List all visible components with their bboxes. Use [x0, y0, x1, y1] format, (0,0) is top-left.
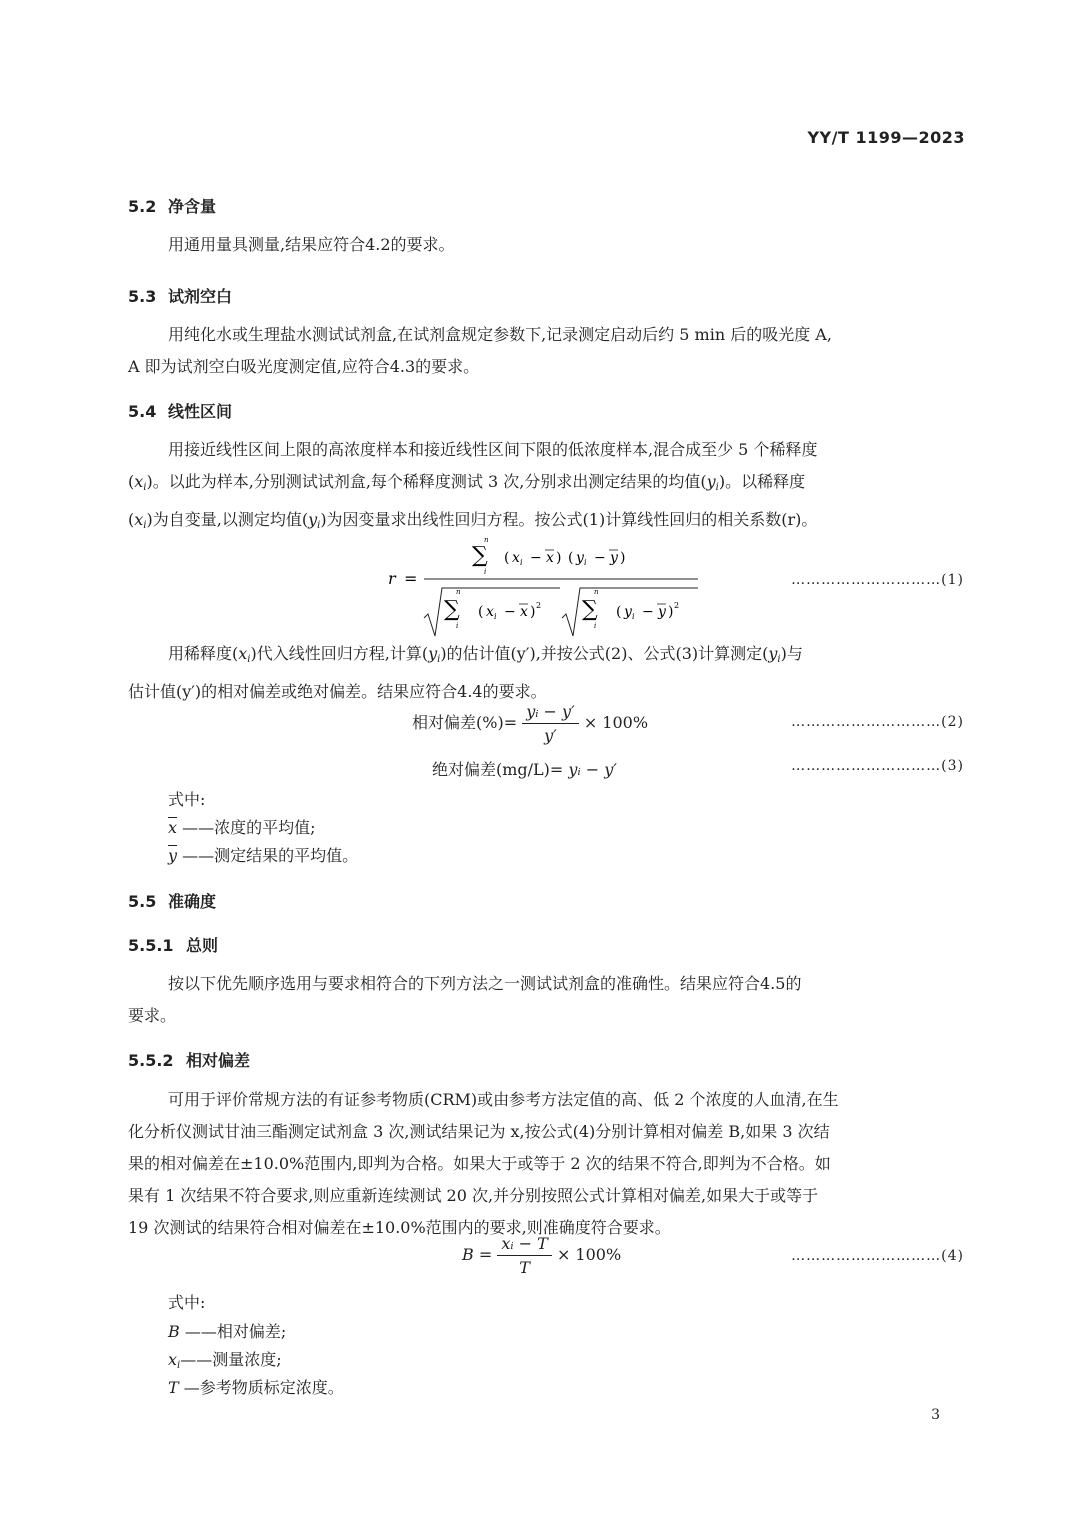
svg-text:i: i [456, 622, 459, 630]
para-line: 果的相对偏差在±10.0%范围内,即判为合格。如果大于或等于 2 次的结果不符合,即判为不合格。如 [128, 1154, 831, 1173]
heading-5-5-2 [128, 1048, 250, 1071]
equation-3-label: …………………………(3) [791, 758, 964, 774]
svg-text:i: i [494, 612, 497, 621]
paren: ( [128, 472, 135, 491]
heading-5-4 [128, 399, 232, 422]
para-text: 用通用量具测量,结果应符合4.2的要求。 [168, 235, 455, 254]
equation-1-label: …………………………(1) [791, 572, 964, 588]
equation-3 [432, 757, 617, 780]
svg-text:=: = [404, 569, 418, 588]
eq-number: (1) [941, 572, 964, 588]
para-line: A 即为试剂空白吸光度测定值,应符合4.3的要求。 [128, 357, 480, 376]
para-5-4: 用接近线性区间上限的高浓度样本和接近线性区间下限的低浓度样本,混合成至少 5 个稀释度 $(x_i)$。以此为样本,分别测试试剂盒,每个稀释度测试 3 次,分别求出测定结果的均值$(y_i)$。以稀释度 $(x_i)$为自变量,以测定均值$(y_i)$为因变量求出线性回归方程。按公式(1)计算线性回归的相关系数(r)。 [128, 440, 818, 531]
definition-xi: $x_i——$测量浓度; [168, 1350, 282, 1371]
section-title: 净含量 [168, 197, 217, 216]
definition-x-bar: $\overline{x}$ ——浓度的平均值; [168, 818, 316, 837]
section-number: 5.2 [128, 197, 157, 216]
section-number: 5.5.1 [128, 936, 174, 955]
svg-text:y: y [576, 550, 584, 566]
para-line: 19 次测试的结果符合相对偏差在±10.0%范围内的要求,则准确度符合要求。 [128, 1218, 671, 1237]
section-title: 线性区间 [168, 402, 233, 421]
eq-lhs: B = [462, 1245, 493, 1264]
definition-text: —参考物质标定浓度。 [183, 1378, 344, 1397]
definition-B: B ——相对偏差; [168, 1322, 287, 1341]
para-5-2 [128, 229, 964, 261]
fraction [522, 702, 579, 745]
eq-number: (3) [941, 758, 964, 774]
numerator: yᵢ − y′ [522, 702, 579, 724]
svg-text:(: ( [568, 550, 574, 566]
para-line: )代入线性回归方程,计算( [250, 644, 429, 663]
svg-text:(: ( [504, 550, 510, 566]
section-title: 试剂空白 [168, 287, 233, 306]
para-line: 估计值(y′)的相对偏差或绝对偏差。结果应符合4.4的要求。 [128, 682, 547, 701]
equation-1 [380, 532, 720, 644]
denominator: y′ [544, 726, 557, 745]
eq-rhs: yᵢ − y′ [568, 760, 617, 779]
where-label: 式中: [168, 790, 206, 809]
svg-text:r: r [388, 569, 396, 588]
svg-text:(: ( [616, 604, 622, 620]
section-number: 5.3 [128, 287, 157, 306]
svg-text:x: x [486, 604, 494, 620]
equation-2-label: …………………………(2) [791, 714, 964, 730]
svg-text:(: ( [478, 604, 484, 620]
svg-text:y: y [610, 550, 618, 566]
section-number: 5.5 [128, 892, 157, 911]
para-5-5-2 [128, 1084, 964, 1244]
section-title: 相对偏差 [186, 1051, 251, 1070]
svg-text:n: n [456, 588, 461, 596]
where-label: 式中: [168, 1293, 206, 1312]
svg-text:x: x [546, 550, 554, 566]
eq-number: (2) [941, 714, 964, 730]
svg-text:i: i [632, 612, 635, 621]
svg-text:2: 2 [674, 601, 680, 610]
definition-text: ——测量浓度; [180, 1350, 282, 1369]
heading-5-5 [128, 889, 216, 912]
equation-4-label: …………………………(4) [791, 1248, 964, 1264]
para-line: 用稀释度( [168, 644, 239, 663]
denominator: T [519, 1258, 530, 1277]
standard-number: YY/T 1199—2023 [807, 128, 965, 147]
svg-text:y: y [658, 604, 666, 620]
equation-2 [412, 702, 648, 745]
para-line: )。以稀释度 [718, 472, 806, 491]
para-5-5-1 [128, 968, 964, 1032]
section-title: 总则 [186, 936, 219, 955]
equation-4 [462, 1234, 621, 1277]
para-line: )。以此为样本,分别测试试剂盒,每个稀释度测试 3 次,分别求出测定结果的均值( [146, 472, 707, 491]
page-number: 3 [931, 1407, 940, 1423]
svg-text:2: 2 [536, 601, 542, 610]
svg-text:): ) [530, 604, 536, 620]
svg-text:−: − [642, 604, 654, 620]
para-line: 果有 1 次结果不符合要求,则应重新连续测试 20 次,并分别按照公式计算相对偏差,如果大于或等于 [128, 1186, 819, 1205]
svg-text:n: n [484, 536, 489, 544]
paren: ( [128, 510, 135, 529]
para-line: 可用于评价常规方法的有证参考物质(CRM)或由参考方法定值的高、低 2 个浓度的人血清,在生 [168, 1090, 839, 1109]
eq-number: (4) [941, 1248, 964, 1264]
svg-text:n: n [594, 588, 599, 596]
svg-text:−: − [504, 604, 516, 620]
heading-5-2 [128, 194, 216, 217]
section-title: 准确度 [168, 892, 217, 911]
svg-text:i: i [520, 558, 523, 567]
svg-text:x: x [520, 604, 528, 620]
svg-text:y: y [624, 604, 632, 620]
para-5-3 [128, 319, 964, 383]
definition-T: T —参考物质标定浓度。 [168, 1378, 344, 1397]
svg-text:∑: ∑ [582, 597, 598, 622]
svg-text:−: − [594, 550, 606, 566]
para-line: 用纯化水或生理盐水测试试剂盒,在试剂盒规定参数下,记录测定启动后约 5 min 后的吸光度 A, [168, 325, 832, 344]
para-line: 按以下优先顺序选用与要求相符合的下列方法之一测试试剂盒的准确性。结果应符合4.5的 [168, 974, 802, 993]
definition-text: ——相对偏差; [184, 1322, 287, 1341]
svg-text:−: − [530, 550, 542, 566]
eq-tail: × 100% [583, 713, 649, 732]
svg-text:): ) [668, 604, 674, 620]
definition-text: ——测定结果的平均值。 [182, 846, 359, 865]
heading-5-3 [128, 284, 232, 307]
heading-5-5-1 [128, 933, 218, 956]
para-line: )与 [780, 644, 803, 663]
fraction [497, 1234, 552, 1277]
svg-text:i: i [584, 558, 587, 567]
section-number: 5.5.2 [128, 1051, 174, 1070]
definition-text: ——浓度的平均值; [182, 818, 316, 837]
para-line: 要求。 [128, 1006, 177, 1025]
eq-tail: × 100% [556, 1245, 622, 1264]
para-line: 化分析仪测试甘油三酯测定试剂盒 3 次,测试结果记为 x,按公式(4)分别计算相对偏差 B,如果 3 次结 [128, 1122, 830, 1141]
svg-text:i: i [594, 622, 597, 630]
svg-text:): ) [620, 550, 626, 566]
svg-text:∑: ∑ [472, 543, 488, 568]
svg-text:∑: ∑ [444, 597, 460, 622]
para-line: )的估计值(y′),并按公式(2)、公式(3)计算测定( [440, 644, 769, 663]
section-number: 5.4 [128, 402, 157, 421]
para-5-4-after: 用稀释度$(x_i)$代入线性回归方程,计算$(y_i)$的估计值(y′),并按公式(2)、公式(3)计算测定$(y_i)$与 估计值(y′)的相对偏差或绝对偏差。结果应符合4.4的要求。 [128, 644, 803, 701]
numerator: xᵢ − T [497, 1234, 552, 1256]
para-line: 用接近线性区间上限的高浓度样本和接近线性区间下限的低浓度样本,混合成至少 5 个稀释度 [168, 440, 818, 459]
svg-text:i: i [484, 568, 487, 576]
svg-text:x: x [512, 550, 520, 566]
para-line: )为自变量,以测定均值( [146, 510, 309, 529]
svg-text:): ) [556, 550, 562, 566]
eq-lhs: 相对偏差(%)= [412, 713, 518, 732]
eq-lhs: 绝对偏差(mg/L)= [432, 760, 564, 779]
para-line: )为因变量求出线性回归方程。按公式(1)计算线性回归的相关系数(r)。 [320, 510, 818, 529]
definition-y-bar: $\overline{y}$ ——测定结果的平均值。 [168, 846, 359, 865]
